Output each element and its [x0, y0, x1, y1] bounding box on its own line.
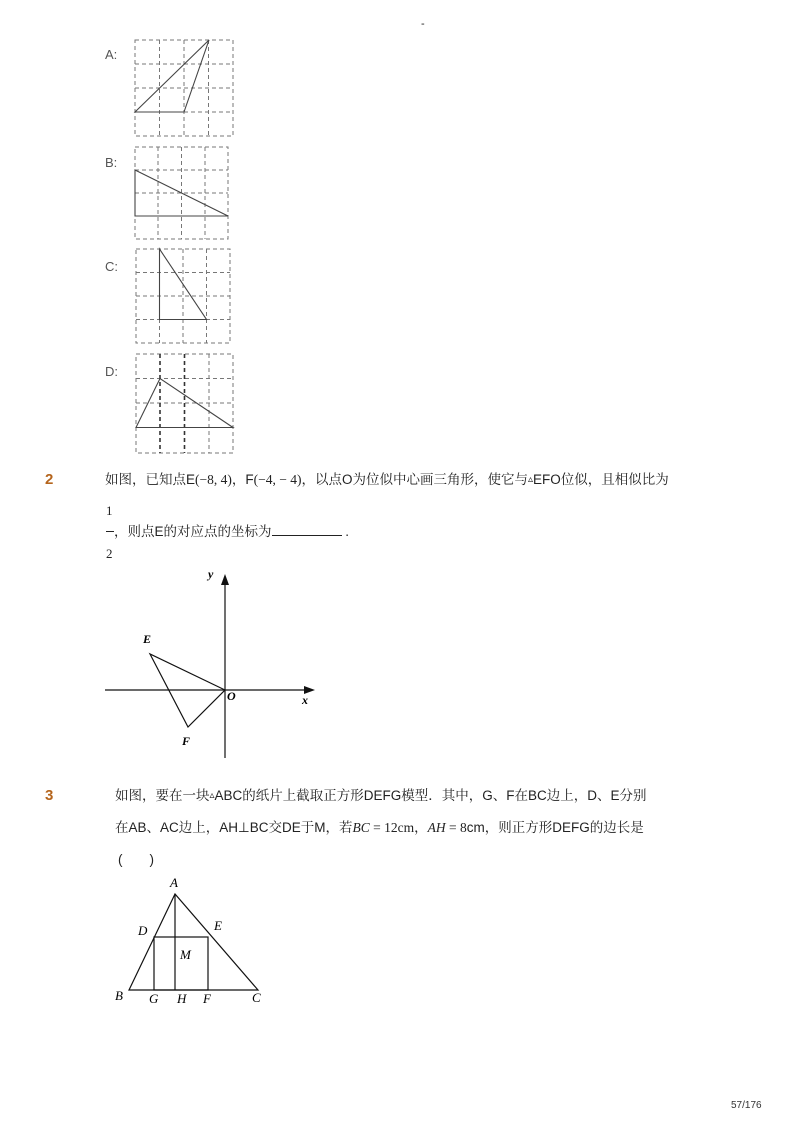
question-2-number: 2: [45, 471, 54, 488]
q2-coordinate-figure: [100, 562, 325, 762]
label-x: x: [302, 693, 308, 707]
option-b-figure: [133, 145, 231, 241]
label-y: y: [208, 567, 214, 581]
q3-answer-paren: ( ): [118, 852, 154, 867]
label-c: C: [252, 990, 261, 1005]
square-defg: [154, 937, 208, 990]
q3-line2-a: 在AB、AC边上，AH⊥BC交DE于M，若: [115, 820, 353, 835]
question-3-text-line2: [115, 812, 644, 844]
q2-text-before: 如图，已知点E: [105, 472, 196, 487]
question-2-text-line2: [114, 516, 349, 548]
label-a: A: [170, 875, 178, 890]
option-d-label: D:: [105, 364, 118, 379]
label-e: E: [214, 918, 222, 933]
q3-ah-unit: cm: [466, 820, 485, 835]
q3-comma: ，: [414, 820, 428, 835]
q3-line1-a: 如图，要在一块: [115, 788, 210, 803]
q3-line2-b: ，则正方形DEFG的边长是: [484, 820, 644, 835]
q3-triangle-figure: [110, 870, 270, 1010]
option-a-figure: [133, 38, 237, 138]
q3-triangle-symbol: ▵: [209, 790, 215, 801]
q2-text-mid2: ，以点O为位似中心画三角形，使它与: [301, 472, 528, 487]
q2-f-coord: (−4, − 4): [253, 472, 302, 487]
q2-e-coord: (−8, 4): [195, 472, 232, 487]
q2-answer-blank: [272, 521, 342, 536]
label-e: E: [143, 632, 152, 646]
q3-ah-eq: = 8: [445, 820, 467, 835]
question-2-text-line1: [105, 464, 669, 496]
label-f: F: [182, 734, 191, 748]
q2-fraction-bar: [106, 531, 114, 532]
option-c-figure: [134, 247, 232, 345]
label-f: F: [203, 991, 211, 1006]
q3-bc-label: BC: [352, 820, 370, 835]
option-c-label: C:: [105, 259, 118, 274]
q2-period: .: [341, 524, 350, 539]
triangle-abc: [129, 894, 258, 990]
label-m: M: [180, 947, 191, 962]
q2-text-mid1: ，F: [231, 472, 254, 487]
q3-bc-eq: = 12: [369, 820, 398, 835]
q3-ah-label: AH: [427, 820, 446, 835]
question-3-number: 3: [45, 787, 54, 804]
label-h: H: [177, 991, 187, 1006]
y-axis-arrow-icon: [221, 574, 229, 585]
label-g: G: [149, 991, 159, 1006]
label-d: D: [138, 923, 148, 938]
label-b: B: [115, 988, 123, 1003]
q3-line1-b: ABC的纸片上截取正方形DEFG模型．其中，G、F在BC边上，D、E分别: [214, 788, 647, 803]
q2-line2-text: ，则点E的对应点的坐标为: [114, 524, 272, 539]
option-d-figure: [134, 352, 236, 456]
question-3-text-line1: [115, 780, 647, 812]
q2-triangle-symbol: ▵: [527, 474, 534, 485]
option-b-label: B:: [105, 155, 118, 170]
label-o: O: [227, 689, 236, 703]
header-mark: -: [421, 18, 425, 30]
page-number: 57/176: [731, 1100, 762, 1111]
option-a-label: A:: [105, 47, 118, 62]
q2-fraction-numerator: 1: [106, 503, 113, 518]
q2-fraction-denominator: 2: [106, 546, 113, 561]
q2-text-after: EFO位似，且相似比为: [533, 472, 669, 487]
q3-bc-unit: cm: [397, 820, 415, 835]
